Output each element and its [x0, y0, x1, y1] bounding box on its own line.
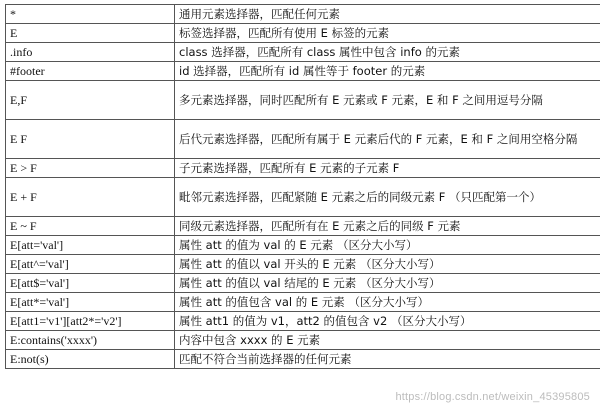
description-cell: 通用元素选择器，匹配任何元素	[175, 5, 600, 24]
table-row	[6, 24, 600, 43]
description-cell: id 选择器，匹配所有 id 属性等于 footer 的元素	[175, 62, 600, 81]
description-cell: 属性 att 的值包含 val 的 E 元素 （区分大小写）	[175, 293, 600, 312]
selector-cell: E[att1='v1'][att2*='v2']	[6, 312, 175, 331]
selector-cell: E:contains('xxxx')	[6, 331, 175, 350]
table-row	[6, 5, 600, 24]
selector-cell: E[att='val']	[6, 236, 175, 255]
table-row	[6, 312, 600, 331]
description-cell: 属性 att1 的值为 v1，att2 的值包含 v2 （区分大小写）	[175, 312, 600, 331]
description-cell: 属性 att 的值为 val 的 E 元素 （区分大小写）	[175, 236, 600, 255]
selector-cell: E:not(s)	[6, 350, 175, 369]
table-row	[6, 236, 600, 255]
table-row	[6, 81, 600, 120]
selector-cell: E > F	[6, 159, 175, 178]
selector-cell: E,F	[6, 81, 175, 120]
selector-cell: E ~ F	[6, 217, 175, 236]
description-cell: 后代元素选择器，匹配所有属于 E 元素后代的 F 元素，E 和 F 之间用空格分隔	[175, 120, 600, 159]
description-cell: 属性 att 的值以 val 开头的 E 元素 （区分大小写）	[175, 255, 600, 274]
description-cell: 属性 att 的值以 val 结尾的 E 元素 （区分大小写）	[175, 274, 600, 293]
description-cell: 毗邻元素选择器，匹配紧随 E 元素之后的同级元素 F （只匹配第一个）	[175, 178, 600, 217]
table-row	[6, 62, 600, 81]
description-cell: 子元素选择器，匹配所有 E 元素的子元素 F	[175, 159, 600, 178]
table-row	[6, 350, 600, 369]
table-row	[6, 293, 600, 312]
selector-cell: *	[6, 5, 175, 24]
description-cell: 标签选择器，匹配所有使用 E 标签的元素	[175, 24, 600, 43]
selector-cell: E F	[6, 120, 175, 159]
watermark-text: https://blog.csdn.net/weixin_45395805	[395, 391, 590, 403]
description-cell: 多元素选择器，同时匹配所有 E 元素或 F 元素，E 和 F 之间用逗号分隔	[175, 81, 600, 120]
description-cell: 同级元素选择器，匹配所有在 E 元素之后的同级 F 元素	[175, 217, 600, 236]
selector-cell: E[att$='val']	[6, 274, 175, 293]
selector-cell: .info	[6, 43, 175, 62]
selector-cell: E	[6, 24, 175, 43]
table-row	[6, 178, 600, 217]
selector-cell: #footer	[6, 62, 175, 81]
selector-table-container	[5, 4, 595, 369]
selector-cell: E[att^='val']	[6, 255, 175, 274]
table-row	[6, 331, 600, 350]
table-row	[6, 217, 600, 236]
table-row	[6, 43, 600, 62]
description-cell: class 选择器，匹配所有 class 属性中包含 info 的元素	[175, 43, 600, 62]
table-row	[6, 120, 600, 159]
description-cell: 匹配不符合当前选择器的任何元素	[175, 350, 600, 369]
table-row	[6, 255, 600, 274]
table-row	[6, 274, 600, 293]
selector-cell: E[att*='val']	[6, 293, 175, 312]
css-selector-table	[5, 4, 600, 369]
selector-cell: E + F	[6, 178, 175, 217]
table-row	[6, 159, 600, 178]
description-cell: 内容中包含 xxxx 的 E 元素	[175, 331, 600, 350]
